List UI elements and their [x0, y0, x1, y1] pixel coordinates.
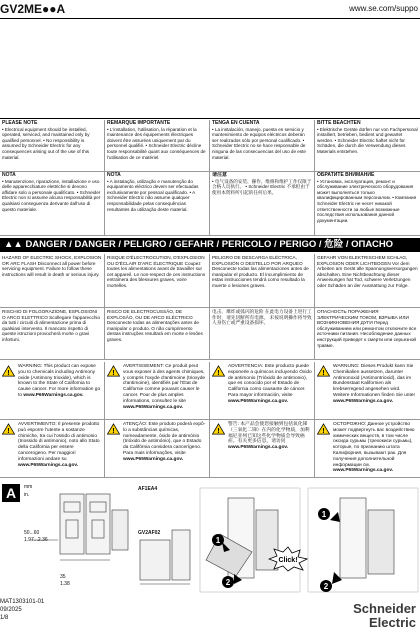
danger-ru: ОПАСНОСТЬ ПОРАЖЕНИЯ ЭЛЕКТРИЧЕСКИМ ТОКОМ, ВЗРЫВА ИЛИ ВОЗНИКНОВЕНИЯ ДУГИ Перед обслуживанием или ремонтом отключите все источники питания. Несоблюдение данных инструкций приведет к смерти или серьезной травме. — [315, 308, 420, 360]
warning-zh: ! 警告: 本产品会使您接触到包括氧化锑（三氧化二锑）在内的化学物质，加利福尼亚州已知这些化学物质会导致癌症。有关更多信息，请访问 www.P65Warnings.ca.gov. — [210, 420, 315, 478]
danger-banner: ▲▲ DANGER / DANGER / PELIGRO / GEFAHR / PERICOLO / PERIGO / 危险 / ОПАСНО — [0, 238, 420, 252]
warning-triangle-icon — [212, 365, 225, 377]
warning-triangle-icon — [107, 423, 120, 435]
part-label-gv2af02: GV2AF02 — [138, 530, 161, 536]
document-reference — [0, 598, 44, 622]
page-footer — [0, 596, 420, 640]
doc-date: 09/2025 — [0, 607, 22, 613]
schneider-logo — [353, 602, 416, 630]
notice-es: TENGA EN CUENTA • La instalación, manejo, puesta en servicio y mantenimiento de equipos eléctricos deberán ser realizados sólo por personal cualificado. • Schneider Electric no se hace responsable de ninguna de las consecuencias del uso de este material. — [210, 120, 315, 172]
svg-text:1: 1 — [215, 536, 221, 545]
step-badge-2 — [222, 576, 234, 588]
support-url[interactable]: www.se.com/suppo — [349, 4, 418, 13]
warning-it: ! AVVERTIMENTO: Il presente prodotto può esporre l'utente a sostanze chimiche, tra cui l'ossido di antimonio (triossido di antimonio), noto allo Stato della California per essere cancerogeno. Per maggiori informazioni andare su www.P65Warnings.ca.gov. — [0, 420, 105, 478]
svg-text:!: ! — [112, 426, 115, 435]
brand-line-2: Electric — [369, 615, 416, 630]
prop65-row-2 — [0, 420, 420, 478]
svg-text:!: ! — [7, 426, 10, 435]
click-burst — [268, 546, 308, 572]
page-number: 1/8 — [0, 615, 9, 621]
svg-text:!: ! — [322, 426, 325, 435]
step-panel-2 — [308, 488, 418, 592]
doc-number: MAT1303101-01 — [0, 599, 45, 605]
danger-grid-row-1 — [0, 254, 420, 308]
svg-text:!: ! — [7, 368, 10, 377]
notice-zh: 请注意 • 电气设备的安装、操作、维修和维护工作仅限于合格人员执行。 • Schneider Electric 不承担由于使用本资料所引起的任何后果。 — [210, 172, 315, 236]
notice-en: PLEASE NOTE • Electrical equipment should be installed, operated, serviced, and maintained only by qualified personnel. • No responsibility is assumed by Schneider Electric for any consequences arising out of the use of this material. — [0, 120, 105, 172]
danger-en: HAZARD OF ELECTRIC SHOCK, EXPLOSION OR ARC FLASH Disconnect all power before servicing equipment. Failure to follow these instructions will result in death or serious injury. — [0, 254, 105, 308]
warning-en: ! WARNING: This product can expose you to chemicals including Antimony oxide (Antimony trioxide), which is known to the State of California to cause cancer. For more information go to www.P65Warnings.ca.gov. — [0, 362, 105, 420]
notice-it: NOTA • Manutenzione, riparazione, installazione e uso delle apparecchiature elettriche si devono affidare solo a personale qualificato. • Schneider Electric non si assume alcuna responsabilità per qualsiasi conseguenza derivante dall'uso di questo materiale. — [0, 172, 105, 236]
svg-text:2: 2 — [225, 578, 231, 587]
notice-divider — [0, 118, 420, 119]
warning-triangle-icon — [317, 423, 330, 435]
installation-diagram — [0, 480, 420, 594]
svg-text:!: ! — [217, 426, 220, 435]
warning-fr: ! AVERTISSEMENT: Ce produit peut vous exposer à des agents chimiques, y compris l'oxyde d'antimoine (trioxyde d'antimoine), identifiés par l'État de Californie comme pouvant causer le cancer. Pour de plus amples informations, consultez le site www.P65Warnings.ca.gov. — [105, 362, 210, 420]
warning-es: ! ADVERTENCIA: Este producto puede exponerle a químicos incluyendo Óxido de antimonio (Trióxido de antimonio), que es conocido por el Estado de California como causante de cáncer. Para mayor información, visite www.P65Warnings.ca.gov. — [210, 362, 315, 420]
warning-ru: ! ОСТОРОЖНО: Данное устройство может подвергнуть вас воздействию химических веществ, в том числе оксида сурьмы (трехокиси сурьмы), которые, по признанию штата Калифорния, вызывают рак. Для получения дополнительной информации см. www.P65Warnings.ca.gov. — [315, 420, 420, 478]
step-badge-1 — [212, 534, 224, 546]
dimension-width-in: 1.97...2.36 — [24, 537, 48, 543]
figure-badge: A — [2, 484, 20, 502]
warning-triangle-icon — [212, 423, 225, 435]
danger-zh: 电击、爆炸或弧闪的危险 在此电力设备上进行工作时，请先切断所有电源。 未按说明操作将导致人身伤亡或严重设备损坏。 — [210, 308, 315, 360]
svg-text:!: ! — [217, 368, 220, 377]
dimension-width-mm: 50...60 — [24, 530, 40, 536]
device-side-view — [140, 530, 190, 584]
svg-text:Click!: Click! — [278, 557, 298, 564]
warning-de: ! WARNUNG: Dieses Produkt kann Sie Chemikalien aussetzen, darunter Antimonoxid (Antimontrioxid), das im Bundesstaat Kalifornien als krebserregend angesehen wird. Weitere Informationen finden Sie unter www.P65Warnings.ca.gov. — [315, 362, 420, 420]
step-badge-3 — [318, 508, 330, 520]
danger-it: RISCHIO DI FOLGORAZIONE, ESPLOSIONI O ARCO ELETTRICO Scollegare l'apparecchio da tutti i circuiti di alimentazione prima di qualsiasi intervento. Il mancato rispetto di queste istruzioni provocherà morte o gravi infortuni. — [0, 308, 105, 360]
notice-de: BITTE BEACHTEN • Elektrische Geräte dürfen nur von Fachpersonal installiert, betrieben, bedient und gewartet werden. • Schneider Electric haftet nicht für Schäden, die durch die Verwendung dieses Materials entstehen. — [315, 120, 420, 172]
notice-grid-row-2 — [0, 172, 420, 236]
device-front-view — [30, 494, 128, 560]
notice-fr: REMARQUE IMPORTANTE • L'installation, l'utilisation, la réparation et la maintenance des équipements électriques doivent être assurées uniquement par du personnel qualifié. • Schneider Electric décline toute responsabilité quant aux conséquences de l'utilisation de ce matériel. — [105, 120, 210, 172]
header-divider — [0, 18, 420, 19]
brand-line-1: Schneider — [353, 601, 416, 616]
danger-fr: RISQUE D'ÉLECTROCUTION, D'EXPLOSION OU D'ÉCLAIR D'ARC ÉLECTRIQUE Coupez toutes les alimentations avant de travailler sur cet appareil. Le non-respect de ces instructions entraînera des blessures graves, voire mortelles. — [105, 254, 210, 308]
svg-text:!: ! — [322, 368, 325, 377]
warning-triangle-icon — [317, 365, 330, 377]
danger-grid-row-2 — [0, 308, 420, 360]
notice-ru: ОБРАТИТЕ ВНИМАНИЕ • Установка, эксплуатация, ремонт и обслуживание электрического оборудования может выполняться только квалифицированным персоналом. • Компания Schneider Electric не несет никакой ответственности за любые возможные последствия использования данной документации. — [315, 172, 420, 236]
unit-in: in. — [24, 492, 30, 498]
dimension-depth-mm: 35 — [60, 574, 66, 580]
warning-pt: ! ATENÇÃO: Este produto poderá expô-lo a substâncias químicas, nomeadamente, óxido de antimónio (trióxido de antimónio), que o Estado da Califórnia considera cancerígeno. Para mais informações, visite www.P65Warnings.ca.gov. — [105, 420, 210, 478]
notice-pt: NOTA • A instalação, utilização e manutenção do equipamento eléctrico devem ser efectuadas exclusivamente por pessoal qualificado. • A Schneider Electric não assume qualquer responsabilidade pelas consequências resultantes da utilização deste material. — [105, 172, 210, 236]
warning-triangle-icon — [2, 365, 15, 377]
svg-text:2: 2 — [323, 582, 329, 591]
notice-grid-row-1 — [0, 120, 420, 172]
document-title: GV2ME●●A — [0, 2, 66, 16]
prop65-row-1 — [0, 362, 420, 420]
svg-text:!: ! — [112, 368, 115, 377]
step-badge-4 — [320, 580, 332, 592]
warning-triangle-icon — [107, 365, 120, 377]
danger-es: PELIGRO DE DESCARGA ELÉCTRICA, EXPLOSIÓN O DESTELLO POR ARQUEO Desconecte todas las alimentaciones antes de manipular el producto. El incumplimiento de estas instrucciones tendrá como resultado la muerte o lesiones graves. — [210, 254, 315, 308]
part-label-af1ea4: AF1EA4 — [138, 486, 158, 492]
unit-mm: mm — [24, 484, 33, 490]
danger-de: GEFAHR VON ELEKTRISCHEM SCHLAG, EXPLOSION ODER LICHTBOGEN Vor dem Arbeiten am Gerät alle Spannungsversorgungen abschalten. Eine Nichtbeachtung dieser Anweisungen hat Tod, schwere Verletzungen oder Schäden an der Ausstattung zur Folge. — [315, 254, 420, 308]
warning-triangle-icon — [2, 423, 15, 435]
page-header — [0, 0, 420, 18]
svg-text:1: 1 — [321, 510, 327, 519]
danger-pt: RISCO DE ELECTROCUSSÃO, DE EXPLOSÃO, OU DE ARCO ELÉCTRICO Desconecte todas as alimentações antes de manipular o produto. O não cumprimento destas instruções resultará em morte e lesões graves. — [105, 308, 210, 360]
dimension-depth-in: 1.38 — [60, 581, 70, 587]
